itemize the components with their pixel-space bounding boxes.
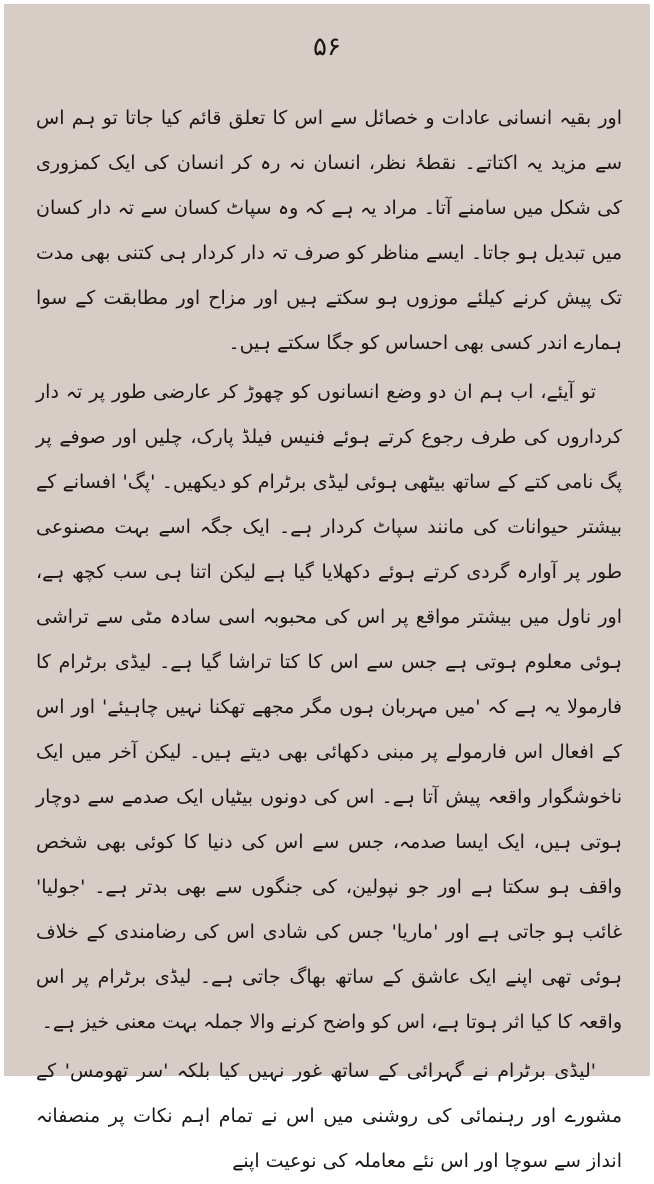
book-page bbox=[4, 4, 650, 1172]
paragraph-1: اور بقیہ انسانی عادات و خصائل سے اس کا تعلق قائم کیا جاتا تو ہم اس سے مزید یہ اکتاتے۔ نقطۂ نظر، انسان نہ رہ کر انسان کی ایک کمزوری کی شکل میں سامنے آتا۔ مراد یہ ہے کہ وہ سپاٹ کسان سے تہ دار کسان میں تبدیل ہو جاتا۔ ایسے مناظر کو صرف تہ دار کردار ہی کتنی بھی مدت تک پیش کرنے کیلئے موزوں ہو سکتے ہیں اور مزاح اور مطابقت کے سوا ہمارے اندر کسی بھی احساس کو جگا سکتے ہیں۔ bbox=[36, 107, 622, 354]
paragraph-3: 'لیڈی برٹرام نے گہرائی کے ساتھ غور نہیں کیا بلکہ 'سر تھومس' کے مشورے اور رہنمائی کی روشنی میں اس نے تمام اہم نکات پر منصفانہ انداز سے سوچا اور اس نئے معاملہ کی نوعیت اپنے bbox=[36, 1060, 622, 1172]
paragraph-2: تو آیئے، اب ہم ان دو وضع انسانوں کو چھوڑ کر عارضی طور پر تہ دار کرداروں کی طرف رجوع کرتے ہوئے فنیس فیلڈ پارک، چلیں اور صوفے پر پگ نامی کتے کے ساتھ بیٹھی ہوئی لیڈی برٹرام کو دیکھیں۔ 'پگ' افسانے کے بیشتر حیوانات کی مانند سپاٹ کردار ہے۔ ایک جگہ اسے بہت مصنوعی طور پر آوارہ گردی کرتے ہوئے دکھلایا گیا ہے لیکن اتنا ہی سب کچھ ہے، اور ناول میں بیشتر مواقع پر اس کی محبوبہ اسی سادہ مٹی سے تراشی ہوئی معلوم ہوتی ہے جس سے اس کا کتا تراشا گیا ہے۔ لیڈی برٹرام کا فارمولا یہ ہے کہ 'میں مہربان ہوں مگر مجھے تھکنا نہیں چاہیئے' اور اس کے افعال اس فارمولے پر مبنی دکھائی بھی دیتے ہیں۔ لیکن آخر میں ایک ناخوشگوار واقعہ پیش آتا ہے۔ اس کی دونوں بیٹیاں ایک صدمے سے دوچار ہوتی ہیں، ایک ایسا صدمہ، جس سے اس کی دنیا کا کوئی بھی شخص واقف ہو سکتا ہے اور جو نپولین، کی جنگوں سے بھی بدتر ہے۔ 'جولیا' غائب ہو جاتی ہے اور 'ماریا' جس کی شادی اس کی رضامندی کے خلاف ہوئی تھی اپنے ایک عاشق کے ساتھ بھاگ جاتی ہے۔ لیڈی برٹرام پر اس واقعہ کا کیا اثر ہوتا ہے، اس کو واضح کرنے والا جملہ بہت معنی خیز ہے۔ bbox=[36, 381, 622, 1033]
body-text bbox=[36, 96, 622, 1184]
page-number: ۵۶ bbox=[313, 32, 341, 62]
